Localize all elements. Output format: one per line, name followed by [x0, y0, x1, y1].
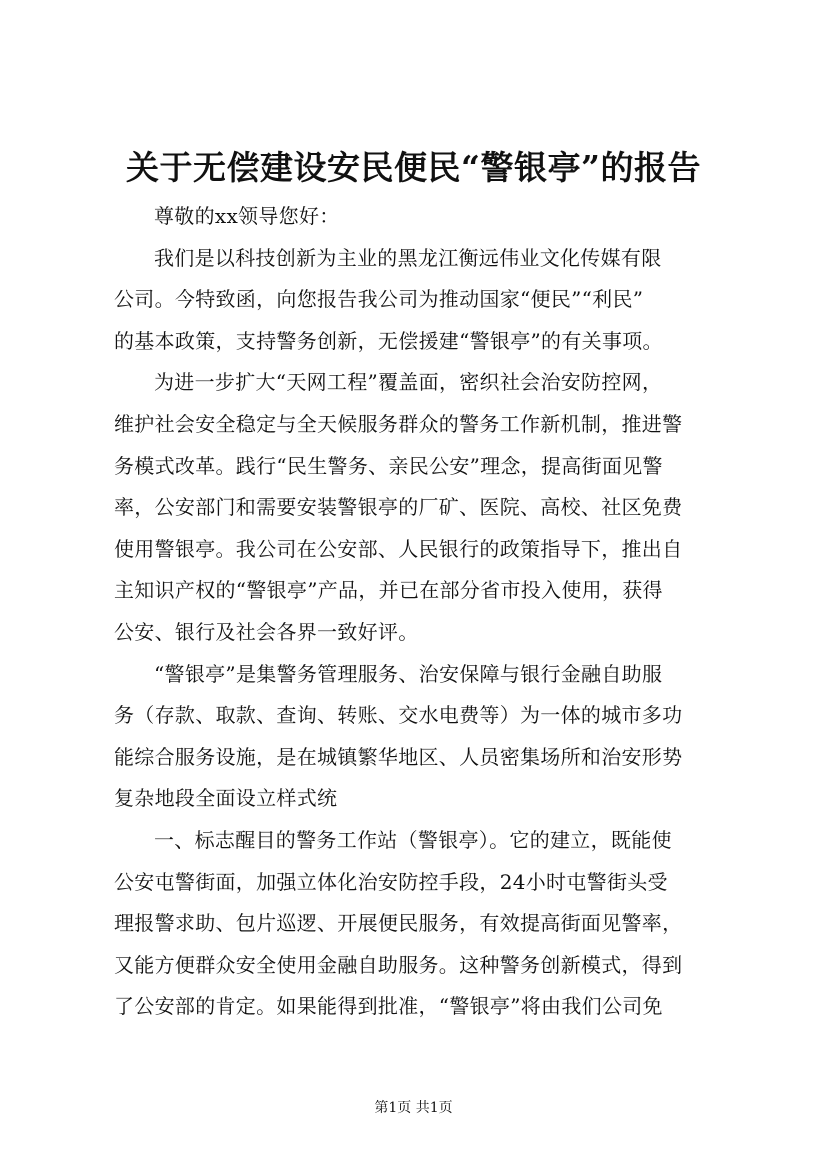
paragraph-line: 公安、银行及社会各界一致好评。 — [114, 619, 419, 644]
paragraph-line: 公司。今特致函，向您报告我公司为推动国家“便民”“利民” — [114, 287, 644, 312]
paragraph-line: 使用警银亭。我公司在公安部、人民银行的政策指导下，推出自 — [114, 536, 683, 561]
paragraph-line: 理报警求助、包片巡逻、开展便民服务，有效提高街面见警率， — [114, 911, 683, 936]
paragraph-line: 率，公安部门和需要安装警银亭的厂矿、医院、高校、社区免费 — [114, 495, 683, 520]
paragraph-line: 的基本政策，支持警务创新，无偿援建“警银亭”的有关事项。 — [114, 328, 663, 353]
document-body — [114, 196, 734, 1028]
paragraph-line: 为进一步扩大“天网工程”覆盖面，密织社会治安防控网， — [154, 370, 663, 395]
paragraph-line: 又能方便群众安全使用金融自助服务。这种警务创新模式，得到 — [114, 952, 683, 977]
paragraph-line: 我们是以科技创新为主业的黑龙江衡远伟业文化传媒有限 — [154, 245, 662, 270]
page-footer: 第1页 共1页 — [374, 1100, 453, 1116]
paragraph-line: 维护社会安全稳定与全天候服务群众的警务工作新机制，推进警 — [114, 411, 683, 436]
paragraph-line: 复杂地段全面设立样式统 — [114, 786, 338, 811]
document-title: 关于无偿建设安民便民“警银亭”的报告 — [126, 148, 701, 187]
paragraph-line: 主知识产权的“警银亭”产品，并已在部分省市投入使用，获得 — [114, 578, 663, 603]
paragraph-line: 务模式改革。践行“民生警务、亲民公安”理念，提高街面见警 — [114, 453, 663, 478]
salutation-line: 尊敬的xx领导您好： — [154, 204, 340, 228]
paragraph-line: “警银亭”是集警务管理服务、治安保障与银行金融自助服 — [154, 661, 663, 686]
paragraph-line: 了公安部的肯定。如果能得到批准，“警银亭”将由我们公司免 — [114, 994, 663, 1019]
paragraph-line: 公安屯警街面，加强立体化治安防控手段，24小时屯警街头受 — [114, 869, 668, 894]
paragraph-line: 一、标志醒目的警务工作站（警银亭）。它的建立，既能使 — [154, 827, 672, 852]
paragraph-line: 能综合服务设施，是在城镇繁华地区、人员密集场所和治安形势 — [114, 744, 683, 769]
paragraph-line: 务（存款、取款、查询、转账、交水电费等）为一体的城市多功 — [114, 703, 683, 728]
